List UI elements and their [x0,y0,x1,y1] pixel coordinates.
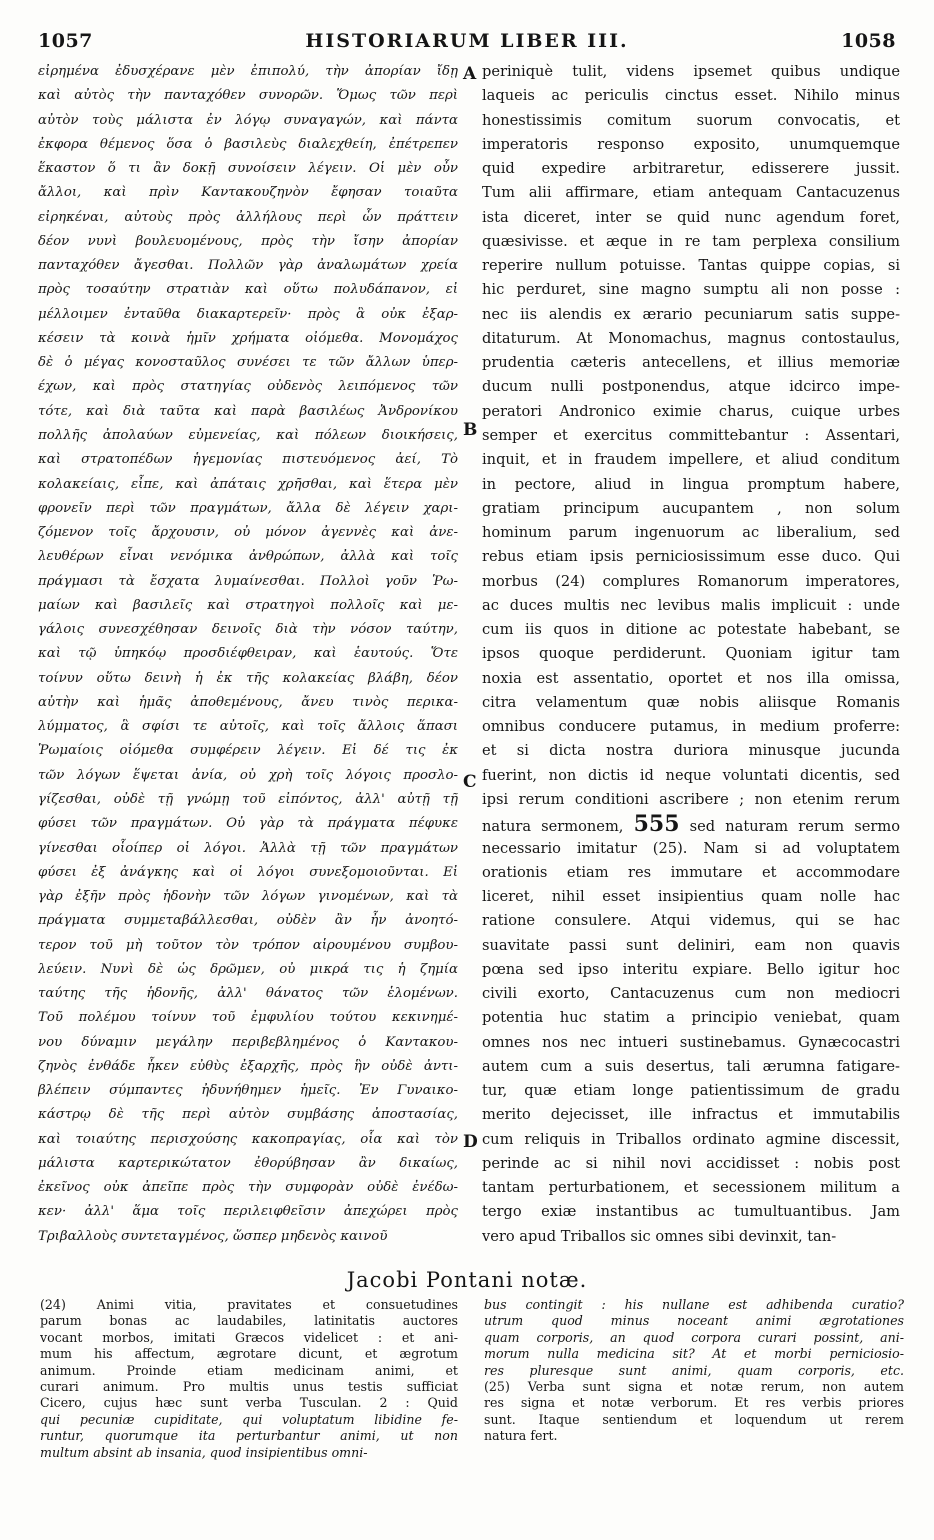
greek-text-line: Ῥωμαίοις οἰόμεθα συμφέρειν λέγειν. Εἰ δέ τις ἐκ [38,743,458,759]
latin-text-line: morbus (24) complures Romanorum imperatores, [482,572,900,590]
note-line: utrum quod minus noceant animi ægrotationes [484,1313,904,1329]
greek-text-line: πράγμασι τὰ ἔσχατα λυμαίνεσθαι. Πολλοὶ γοῦν Ῥω- [38,573,458,589]
latin-text-line: ista diceret, inter se quid nunc agendum foret, [482,208,900,226]
latin-text-line: inquit, et in fraudem impellere, et aliud conditum [482,451,900,469]
latin-text-line: pœna sed ipso interitu expiare. Bello igitur hoc [482,960,900,978]
latin-text-line: imperatoris responso exposito, unumquemque [482,135,900,153]
note-line: animum. Proinde etiam medicinam animi, et [40,1362,458,1378]
latin-text-line: necessario imitatur (25). Nam si ad voluptatem [482,839,900,857]
latin-text-line: ipsos quoque perdiderunt. Quoniam igitur tam [482,645,900,663]
greek-text-line: ζόμενον τοῖς ἄρχουσιν, οὐ μόνον ἀγεννὲς καὶ ἀνε- [38,525,458,541]
greek-text-line: κεν· ἀλλ' ἅμα τοῖς περιλειφθεῖσιν ἀπεχώρει πρὸς [38,1204,458,1220]
latin-text-line: ducum nulli postponendus, atque idcirco impe- [482,378,900,396]
greek-text-line: καὶ αὐτὸς τὴν πανταχόθεν συνορῶν. Ὅμως τῶν περὶ [38,88,458,104]
latin-text-line: merito dejecisset, ille infractus et immutabilis [482,1106,900,1124]
latin-text-line: cum reliquis in Triballos ordinato agmine discessit, [482,1130,900,1148]
latin-text-line: potentia huc statim a principio veniebat, quam [482,1009,900,1027]
margin-letter-a: A [463,64,477,84]
latin-text-line: reperire nullum potuisse. Tantas quippe copias, si [482,257,900,275]
greek-text-line: έχων, καὶ πρὸς στατηγίας οὐδενὸς λειπόμενος τῶν [38,379,458,395]
greek-text-line: καὶ τοιαύτης περισχούσης κακοπραγίας, οἷα καὶ τὸν [38,1131,458,1147]
latin-text-line: ratione consulere. Atqui videmus, qui se hac [482,912,900,930]
latin-text-line: rebus etiam ipsis perniciosissimum esse duco. Qui [482,548,900,566]
latin-text-line: vero apud Triballos sic omnes sibi devinxit, tan- [482,1227,837,1245]
greek-text-line: γίζεσθαι, οὐδὲ τῇ γνώμῃ τοῦ εἰπόντος, ἀλλ' αὐτῇ τῇ [38,791,458,807]
latin-text-line: peratori Andronico eximie charus, cuique urbes [482,402,900,420]
latin-text-line: tur, quæ etiam longe patientissimum de gradu [482,1082,900,1100]
margin-letter-b: B [463,420,478,440]
latin-text-line: Tum alii affirmare, etiam antequam Cantacuzenus [482,184,900,202]
greek-text-line: αὐτὴν καὶ ἡμᾶς ἀποθεμένους, ἄνευ τινὸς περικα- [38,694,458,710]
note-line: res signa et notæ verborum. Et res verbis priores [484,1395,904,1411]
right-page-number: 1058 [841,30,896,52]
greek-text-line: φρονεῖν περὶ τῶν πραγμάτων, ἄλλα δὲ λέγειν χαρι- [38,500,458,516]
notes-title: Jacobi Pontani notæ. [346,1268,588,1292]
note-line: natura fert. [484,1428,558,1444]
greek-text-line: κέσειν τὰ κοινὰ ἡμῖν χρήματα οἰόμεθα. Μονομάχος [38,330,458,346]
greek-text-line: Τριβαλλοὺς συντεταγμένος, ὥσπερ μηδενὸς καινοῦ [38,1228,388,1244]
note-line: sunt. Itaque sentiendum et loquendum ut rerem [484,1411,904,1427]
latin-text-line: omnes nos nec intueri sustinebamus. Gynæcocastri [482,1033,900,1051]
latin-text-line: tergo exiæ instantibus ac tumultuantibus. Jam [482,1203,900,1221]
greek-text-line: καὶ τῷ ὑπηκόῳ προσδιέφθειραν, καὶ ἑαυτούς. Ὅτε [38,646,458,662]
note-line: (24) Animi vitia, pravitates et consuetudines [40,1297,458,1312]
note-line: parum bonas ac laudabiles, latinitatis auctores [40,1313,458,1329]
latin-text-line: et si dicta nostra duriora minusque jucunda [482,742,900,760]
latin-text-line: ipsi rerum conditioni ascribere ; non etenim rerum [482,790,900,808]
note-line: qui pecuniæ cupiditate, qui voluptatum libidine fe- [40,1411,458,1427]
greek-text-line: ἕκαστον ὅ τι ἂν δοκῇ συνοίσειν λέγειν. Οἱ μὲν οὖν [38,161,458,177]
latin-text-line: orationis etiam res immutare et accommodare [482,863,900,881]
latin-text-line: hominum parum ingenuorum ac liberalium, sed [482,524,900,542]
greek-text-line: κολακείαις, εἶπε, καὶ ἀπάταις χρῆσθαι, καὶ ἕτερα μὲν [38,476,458,492]
greek-text-line: ἄλλοι, καὶ πρὶν Καντακουζηνὸν ἔφησαν τοιαῦτα [38,185,458,201]
note-line: multum absint ab insania, quod insipientibus omni- [40,1444,368,1460]
greek-text-line: γὰρ ἐξῆν πρὸς ἡδονὴν τῶν λόγων γινομένων, καὶ τὰ [38,889,458,905]
latin-text-line: hic perduret, sine magno sumptu ali non posse : [482,281,900,299]
greek-text-line: αὐτὸν τοὺς μάλιστα ἐν λόγῳ συναγαγών, καὶ πάντα [38,112,458,128]
latin-text-column [482,60,900,1249]
latin-text-line: ditaturum. At Monomachus, magnus contostaulus, [482,329,900,347]
latin-text-line: quid expedire arbitraretur, edisserere jussit. [482,160,900,178]
greek-text-line: τοίνυν οὕτω δεινὴ ἡ ἐκ τῆς κολακείας βλάβη, δέον [38,670,458,686]
note-line: bus contingit : his nullane est adhibenda curatio? [484,1297,904,1312]
greek-text-line: ἐκεῖνος οὐκ ἀπεῖπε πρὸς τὴν συμφορὰν οὐδὲ ἐνέδω- [38,1180,458,1196]
greek-text-line: κάστρῳ δὲ τῆς περὶ αὐτὸν συμβάσης ἀποστασίας, [38,1107,458,1123]
greek-text-line: δὲ ὁ μέγας κονοσταῦλος συνέσει τε τῶν ἄλλων ὑπερ- [38,355,458,371]
latin-text-line: omnibus conducere putamus, in medium proferre: [482,718,900,736]
greek-text-line: τότε, καὶ διὰ ταῦτα καὶ παρὰ βασιλέως Ἀνδρονίκου [38,403,458,419]
greek-text-line: λευθέρων εἶναι νενόμικα ἀνθρώπων, ἀλλὰ καὶ τοῖς [38,549,458,565]
latin-text-line: noxia est assentatio, oportet et nos illa omissa, [482,669,900,687]
note-line: vocant morbos, imitati Græcos videlicet : et ani- [40,1329,458,1345]
greek-text-line: τῶν λόγων ἕψεται ἀνία, οὐ χρὴ τοῖς λόγοις προσλο- [38,767,458,783]
greek-text-line: ταύτης τῆς ἡδονῆς, ἀλλ' θάνατος τῶν ἑλομένων. [38,986,458,1002]
greek-text-line: εἰρηκέναι, αὐτοὺς πρὸς ἀλλήλους περὶ ὧν πράττειν [38,209,458,225]
text-fragment: sed naturam rerum sermo [679,818,900,836]
greek-text-line: φύσει ἐξ ἀνάγκης καὶ οἱ λόγοι συνεξομοιοῦνται. Εἰ [38,864,458,880]
greek-text-line: πολλῆς ἀπολαύων εὐμενείας, καὶ πόλεων διοικήσεις, [38,427,458,443]
latin-text-line: nec iis alendis ex ærario pecuniarum satis suppe- [482,305,900,323]
note-line: (25) Verba sunt signa et notæ rerum, non autem [484,1378,904,1394]
latin-text-line: in pectore, aliud in lingua promptum habere, [482,475,900,493]
text-fragment: natura sermonem, [482,818,634,836]
latin-text-line: perinde ac si nihil novi accidisset : nobis post [482,1154,900,1172]
note-line: curari animum. Pro multis unus testis sufficiat [40,1378,458,1394]
latin-text-line: prudentia cæteris antecellens, et illius memoriæ [482,354,900,372]
latin-text-line: laqueis ac periculis cinctus esset. Nihilo minus [482,87,900,105]
latin-text-line: cum iis quos in ditione ac potestate habebant, se [482,621,900,639]
latin-text-line: autem cum a suis desertus, tali ærumna fatigare- [482,1057,900,1075]
latin-text-line: civili exorto, Cantacuzenus cum non mediocri [482,985,900,1003]
latin-text-line: quæsivisse. et æque in re tam perplexa consilium [482,232,900,250]
margin-letter-c: C [463,772,477,792]
greek-text-line: φύσει τῶν πραγμάτων. Οὐ γὰρ τὰ πράγματα πέφυκε [38,816,458,832]
greek-text-line: μάλιστα καρτερικώτατον ἐθορύβησαν ἂν δικαίως, [38,1155,458,1171]
notes-left-column [40,1297,458,1461]
note-line: Cicero, cujus hæc sunt verba Tusculan. 2 : Quid [40,1395,458,1411]
latin-text-line: tantam perturbationem, et secessionem militum a [482,1179,900,1197]
note-line: mum his affectum, ægrotare dicunt, et ægrotum [40,1346,458,1362]
greek-text-line: εἰρημένα ἐδυσχέρανε μὲν ἐπιπολύ, τὴν ἀπορίαν ἴδῃ [38,64,458,79]
greek-text-line: λύμματος, ἃ σφίσι τε αὐτοῖς, καὶ τοῖς ἄλλοις ἅπασι [38,719,458,735]
greek-text-line: τερον τοῦ μὴ τοῦτον τὸν τρόπον αἱρουμένου συμβου- [38,937,458,953]
greek-text-line: λεύειν. Νυνὶ δὲ ὡς δρῶμεν, οὐ μικρά τις ἡ ζημία [38,961,458,977]
left-page-number: 1057 [38,30,93,52]
greek-text-line: γίνεσθαι οἷοίπερ οἱ λόγοι. Ἀλλὰ τῇ τῶν πραγμάτων [38,840,458,856]
latin-text-line: gratiam principum aucupantem , non solum [482,499,900,517]
latin-text-line: fuerint, non dictis id neque voluntati dicentis, sed [482,766,900,784]
latin-text-line: periniquè tulit, videns ipsemet quibus undique [482,63,900,80]
notes-right-column [484,1297,904,1445]
inline-page-number: 555 [633,812,680,837]
latin-text-line: honestissimis comitum suorum convocatis, et [482,111,900,129]
latin-text-line [482,812,900,836]
greek-text-line: καὶ στρατοπέδων ἡγεμονίας πιστευόμενος ἀεί, Τὸ [38,452,458,468]
margin-letter-d: D [463,1132,478,1152]
greek-text-line: πράγματα συμμεταβάλλεσθαι, οὐδὲν ἂν ἦν ἀνοητό- [38,913,458,929]
greek-text-line: μέλλοιμεν ἐνταῦθα διακαρτερεῖν· πρὸς ἃ οὐκ ἐξαρ- [38,306,458,322]
greek-text-line: ἐκφορα θέμενος ὅσα ὁ βασιλεὺς διαλεχθείη, ἐπέτρεπεν [38,136,458,152]
greek-text-line: πανταχόθεν ἄγεσθαι. Πολλῶν γὰρ ἀναλωμάτων χρεία [38,258,458,274]
note-line: res pluresque sunt animi, quam corporis, etc. [484,1362,904,1378]
greek-text-line: γάλοις συνεσχέθησαν δεινοῖς διὰ τὴν νόσον ταύτην, [38,622,458,638]
greek-text-column [38,60,458,1249]
greek-text-line: βλέπειν σύμπαντες ἠδυνήθημεν ἡμεῖς. Ἐν Γυναικο- [38,1083,458,1099]
latin-text-line: citra velamentum quæ nobis aliisque Romanis [482,693,900,711]
greek-text-line: Τοῦ πολέμου τοίνυν τοῦ ἐμφυλίου τούτου κεκινημέ- [38,1010,458,1026]
note-line: runtur, quorumque ita perturbantur animi, ut non [40,1428,458,1444]
latin-text-line: suavitate passi sunt deliniri, eam non quavis [482,936,900,954]
greek-text-line: ζηνὸς ἐνθάδε ἧκεν εὐθὺς ἐξαρχῆς, πρὸς ἣν οὐδὲ ἀντι- [38,1058,458,1074]
note-line: morum nulla medicina sit? At et morbi perniciosio- [484,1346,904,1362]
greek-text-line: δέον νυνὶ βουλευομένους, πρὸς τὴν ἴσην ἀπορίαν [38,233,458,249]
greek-text-line: μαίων καὶ βασιλεῖς καὶ στρατηγοὶ πολλοῖς καὶ με- [38,597,458,613]
latin-text-line: liceret, nihil esset insipientius quam nolle hac [482,888,900,906]
note-line: quam corporis, an quod corpora curari possint, ani- [484,1329,904,1345]
latin-text-line: semper et exercitus committebantur : Assentari, [482,426,900,444]
greek-text-line: πρὸς τοσαύτην στρατιὰν καὶ οὕτω πολυδάπανον, εἰ [38,282,458,298]
greek-text-line: νου δύναμιν μεγάλην περιβεβλημένος ὁ Καντακου- [38,1034,458,1050]
latin-text-line: ac duces multis nec levibus malis implicuit : unde [482,596,900,614]
running-title: HISTORIARUM LIBER III. [305,30,629,52]
